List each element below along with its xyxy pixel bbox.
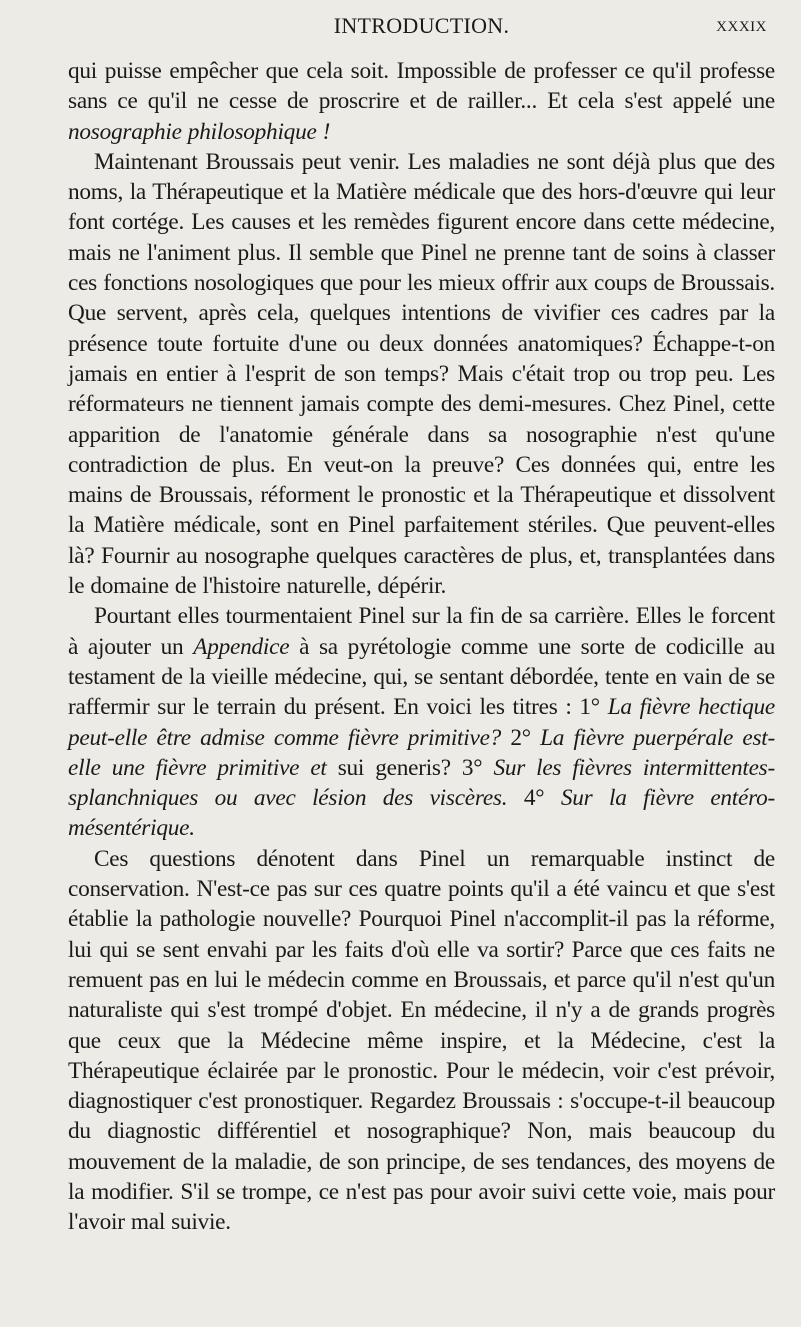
text-segment: Ces questions dénotent dans Pinel un remarquable instinct de conservation. N'est-ce pas sur ces quatre points qu'il a été vaincu et que s'est établie la pathologie nouvelle? Pourquoi Pinel n'accomplit-il pas la réforme, lui qui se sent envahi par les faits d'où elle va sortir? Parce que ces faits ne remuent pas en lui le médecin comme en Broussais, et parce qu'il n'est qu'un naturaliste qui s'est trompé d'objet. En médecine, il n'y a de grands progrès que ceux que la Médecine même inspire, et la Médecine, c'est la Thérapeutique éclairée par le pronostic. Pour le médecin, voir c'est prévoir, diagnostiquer c'est pronostiquer. Regardez Broussais : s'occupe-t-il beaucoup du diagnostic différentiel et nosographique? Non, mais beaucoup du mouvement de la maladie, de son principe, de ses tendances, des moyens de la modifier. S'il se trompe, ce n'est pas pour avoir suivi cette voie, mais pour l'avoir mal suivie. [68,845,775,1236]
italic-segment: La fièvre hectique peut-elle être admise comme fièvre primitive? [68,694,775,751]
text-segment: qui puisse empêcher que cela soit. Impossible de professer ce qu'il professe sans ce qu'il ne cesse de proscrire et de railler... Et cela s'est appelé une [68,58,775,115]
text-segment: à sa pyrétologie comme une sorte de codicille au testament de la vieille médecine, qui, se sentant débordée, tente en vain de se raffermir sur le terrain du présent. En voici les titres : 1° [68,633,775,721]
page-number: XXXIX [716,19,767,35]
text-segment: 4° [507,785,561,812]
paragraph-1 [68,56,775,147]
text-segment: 2° [501,724,541,751]
italic-segment: nosographie philosophique ! [68,118,331,145]
italic-segment: Sur les fièvres intermittentes-splanchniques ou avec lésion des viscères. [68,754,775,812]
paragraph-3 [68,601,775,843]
body-text [68,56,775,1238]
italic-segment: Appendice [193,633,290,660]
paragraph-2 [68,147,775,601]
text-segment: Maintenant Broussais peut venir. Les maladies ne sont déjà plus que des noms, la Thérapeutique et la Matière médicale que des hors-d'œuvre qui leur font cortége. Les causes et les remèdes figurent encore dans cette médecine, mais ne l'animent plus. Il semble que Pinel ne prenne tant de soins à classer ces fonctions nosologiques que pour les mieux offrir aux coups de Broussais. Que servent, après cela, quelques intentions de vivifier ces cadres par la présence toute fortuite d'une ou deux données anatomiques? Échappe-t-on jamais en entier à l'esprit de son temps? Mais c'était trop ou trop peu. Les réformateurs ne tiennent jamais compte des demi-mesures. Chez Pinel, cette apparition de l'anatomie générale dans sa nosographie n'est qu'une contradiction de plus. En veut-on la preuve? Ces données qui, entre les mains de Broussais, réforment le pronostic et la Thérapeutique et dissolvent la Matière médicale, sont en Pinel parfaitement stériles. Que peuvent-elles là? Fournir au nosographe quelques caractères de plus, et, transplantées dans le domaine de l'histoire naturelle, dépérir. [68,148,775,600]
text-segment: sui generis? 3° [326,754,494,781]
italic-segment: Sur la fièvre entéro-mésentérique. [68,785,775,842]
italic-segment: La fièvre puerpérale est-elle une fièvre primitive et [68,724,775,781]
running-head [68,0,775,42]
paragraph-4 [68,844,775,1238]
running-title: INTRODUCTION. [333,13,510,38]
text-segment: Pourtant elles tourmentaient Pinel sur la fin de sa carrière. Elles le forcent à ajouter un [68,603,775,660]
